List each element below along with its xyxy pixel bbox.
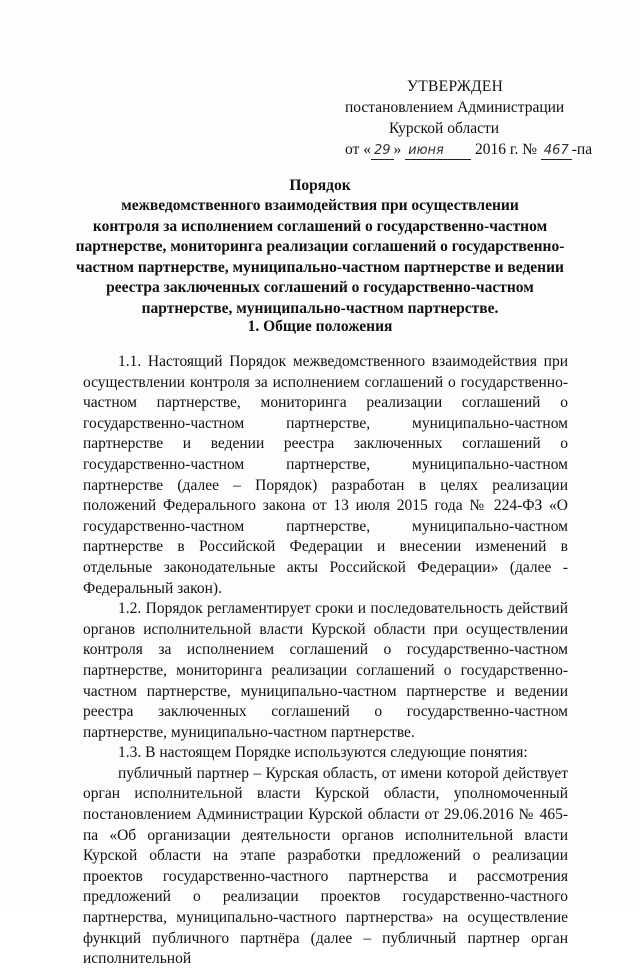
title-line: партнерстве, мониторинга реализации соглашений о государственно- (75, 238, 565, 255)
paragraph-1-2: 1.2. Порядок регламентирует сроки и последовательность действий органов исполнительной власти Курской области при осуществлении контроля за исполнением соглашений о государственно-частном партнерстве, мониторинга реализации соглашений о государственно-частном партнерстве, муниципально-частном партнерстве и ведении реестра заключенных соглашений о государственно-частном партнерстве, муниципально-частном партнерстве. (83, 600, 568, 741)
title-line: реестра заключенных соглашений о государственно-частном (106, 279, 534, 296)
paragraph-1-1: 1.1. Настоящий Порядок межведомственного взаимодействия при осуществлении контроля за исполнением соглашений о государственно-частном партнерстве, мониторинга реализации соглашений о государственно-частном партнерстве, муниципально-частном партнерстве и ведении реестра заключенных соглашений о государственно-частном партнерстве, муниципально-частном партнерстве (далее – Порядок) разработан в целях реализации положений Федерального закона от 13 июля 2015 года № 224-ФЗ «О государственно-частном партнерстве, муниципально-частном партнерстве в Российской Федерации и внесении изменений в отдельные законодательные акты Российской Федерации» (далее - Федеральный закон). (83, 353, 568, 597)
approval-day: 29 (371, 143, 394, 160)
definition-public-partner: публичный партнер – Курская область, от имени которой действует орган исполнительной власти Курской области, уполномоченный постановлением Администрации Курской области от 29.06.2016 № 465-па «Об организации деятельности органов исполнительной власти Курской области на этапе разработки предложений о реализации проектов государственно-частного партнерства и рассмотрения предложений о реализации проектов государственно-частного партнерства, муниципально-частного партнерства» на осуществление функций публичного партнёра (далее – публичный партнер орган исполнительной (83, 764, 568, 968)
document-body (83, 352, 568, 970)
approval-authority: постановлением Администрации (345, 99, 565, 116)
paragraph-1-3: 1.3. В настоящем Порядке используются следующие понятия: (118, 744, 528, 762)
approval-date-line: от « 29 » июня 2016 г. № 467 -па (345, 141, 593, 158)
document-heading: Порядок (289, 177, 351, 194)
approval-number: 467 (541, 143, 572, 160)
title-line: контроля за исполнением соглашений о государственно-частном (92, 217, 548, 235)
title-line: партнерстве, муниципально-частном партнерстве. (141, 299, 499, 317)
section-heading: 1. Общие положения (247, 318, 393, 335)
title-line: межведомственного взаимодействия при осуществлении (121, 197, 519, 214)
title-line: частном партнерстве, муниципально-частном партнерстве и ведении (76, 258, 564, 276)
approval-region: Курской области (389, 120, 500, 137)
approval-stamp (345, 76, 593, 160)
document-title (60, 196, 580, 319)
approval-title: УТВЕРЖДЕН (407, 78, 504, 95)
approval-month: июня (405, 143, 471, 160)
